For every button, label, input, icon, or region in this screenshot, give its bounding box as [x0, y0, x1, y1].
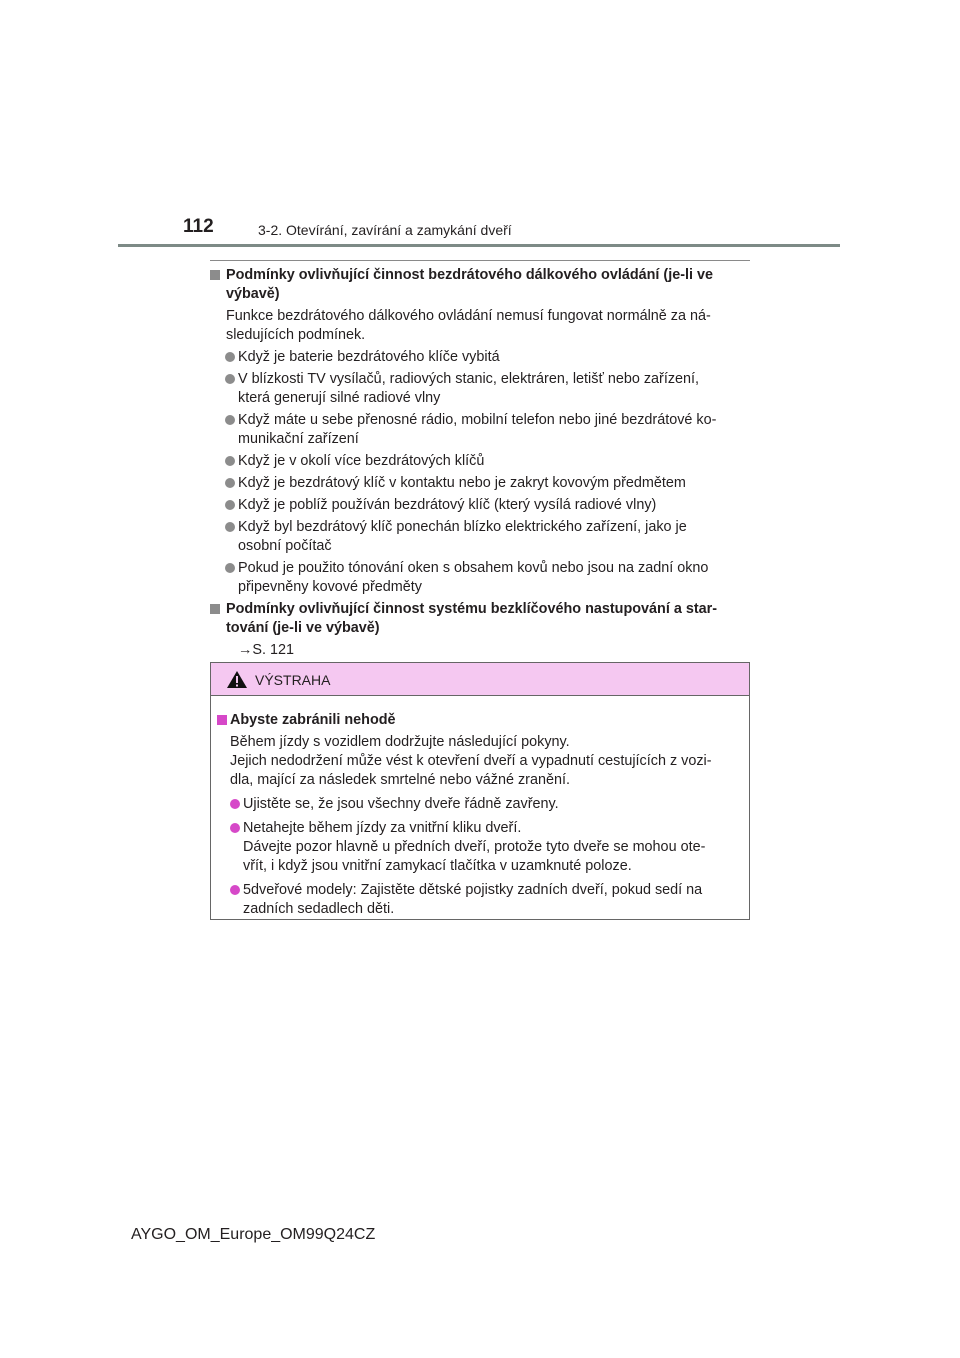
content [210, 260, 750, 660]
warning-intro-line: dla, mající za následek smrtelné nebo vážné zranění. [230, 772, 570, 788]
list-item-line: Když je poblíž používán bezdrátový klíč (který vysílá radiové vlny) [238, 497, 657, 513]
list-item [210, 348, 750, 367]
warning-list-item [217, 819, 743, 876]
warning-list-item-line: Dávejte pozor hlavně u předních dveří, protože tyto dveře se mohou ote- [243, 839, 706, 855]
list-item-line: osobní počítač [238, 538, 332, 554]
round-bullet-icon [230, 799, 240, 809]
list-item-line: V blízkosti TV vysílačů, radiových stanic, elektráren, letišť nebo zařízení, [238, 371, 700, 387]
page-number: 112 [183, 216, 214, 237]
list-item-line: Když byl bezdrátový klíč ponechán blízko elektrického zařízení, jako je [238, 519, 687, 535]
square-bullet-icon [217, 715, 227, 725]
section-heading-keyless [210, 600, 750, 638]
list-item [210, 411, 750, 449]
list-item-line: připevněny kovové předměty [238, 579, 422, 595]
list-item-line: Když je baterie bezdrátového klíče vybitá [238, 349, 500, 365]
list-item-line: Když je v okolí více bezdrátových klíčů [238, 453, 485, 469]
warning-label: VÝSTRAHA [255, 672, 331, 688]
warning-body [211, 696, 749, 919]
warning-intro-line: Během jízdy s vozidlem dodržujte následující pokyny. [230, 734, 570, 750]
header-rule [118, 244, 840, 247]
heading-line: výbavě) [226, 286, 280, 302]
section-title: 3-2. Otevírání, zavírání a zamykání dveří [258, 222, 512, 238]
warning-list-item [217, 881, 743, 919]
heading-line: tování (je-li ve výbavě) [226, 620, 380, 636]
section-heading-wireless [210, 266, 750, 304]
warning-triangle-icon [226, 670, 248, 689]
warning-list-item [217, 795, 743, 814]
page-reference-link[interactable]: →S. 121 [238, 642, 294, 658]
round-bullet-icon [225, 352, 235, 362]
list-item-line: Když máte u sebe přenosné rádio, mobilní telefon nebo jiné bezdrátové ko- [238, 412, 717, 428]
list-item-line: Pokud je použito tónování oken s obsahem kovů nebo jsou na zadní okno [238, 560, 709, 576]
warning-list-item-line: Ujistěte se, že jsou všechny dveře řádně zavřeny. [243, 796, 559, 812]
round-bullet-icon [225, 415, 235, 425]
warning-header [211, 663, 749, 696]
warning-list-item-line: 5dveřové modely: Zajistěte dětské pojistky zadních dveří, pokud sedí na [243, 882, 703, 898]
round-bullet-icon [225, 478, 235, 488]
round-bullet-icon [225, 500, 235, 510]
document-code: AYGO_OM_Europe_OM99Q24CZ [131, 1226, 376, 1243]
list-item-line: Když je bezdrátový klíč v kontaktu nebo je zakryt kovovým předmětem [238, 475, 686, 491]
square-bullet-icon [210, 270, 220, 280]
square-bullet-icon [210, 604, 220, 614]
heading-line: Podmínky ovlivňující činnost bezdrátového dálkového ovládání (je-li ve [226, 267, 713, 283]
warning-list-item-line: vřít, i když jsou vnitřní zamykací tlačítka v uzamknuté poloze. [243, 858, 632, 874]
warning-intro [217, 733, 743, 790]
round-bullet-icon [230, 823, 240, 833]
section-intro [210, 307, 750, 345]
list-item [210, 474, 750, 493]
content-top-rule [210, 260, 750, 261]
list-item [210, 518, 750, 556]
heading-line: Podmínky ovlivňující činnost systému bezklíčového nastupování a star- [226, 601, 718, 617]
list-item-line: která generují silné radiové vlny [238, 390, 441, 406]
warning-box [210, 662, 750, 920]
list-item-line: munikační zařízení [238, 431, 359, 447]
warning-list-item-line: zadních sedadlech děti. [243, 901, 395, 917]
intro-line: sledujících podmínek. [226, 327, 366, 343]
warning-list-item-line: Netahejte během jízdy za vnitřní kliku dveří. [243, 820, 522, 836]
round-bullet-icon [225, 374, 235, 384]
round-bullet-icon [225, 563, 235, 573]
warning-heading [217, 711, 743, 730]
list-item [210, 559, 750, 597]
list-item [210, 370, 750, 408]
warning-intro-line: Jejich nedodržení může vést k otevření dveří a vypadnutí cestujících z vozi- [230, 753, 712, 769]
list-item [210, 496, 750, 515]
round-bullet-icon [225, 456, 235, 466]
list-item [210, 452, 750, 471]
intro-line: Funkce bezdrátového dálkového ovládání nemusí fungovat normálně za ná- [226, 308, 711, 324]
warning-heading-text: Abyste zabránili nehodě [230, 712, 396, 728]
round-bullet-icon [225, 522, 235, 532]
round-bullet-icon [230, 885, 240, 895]
